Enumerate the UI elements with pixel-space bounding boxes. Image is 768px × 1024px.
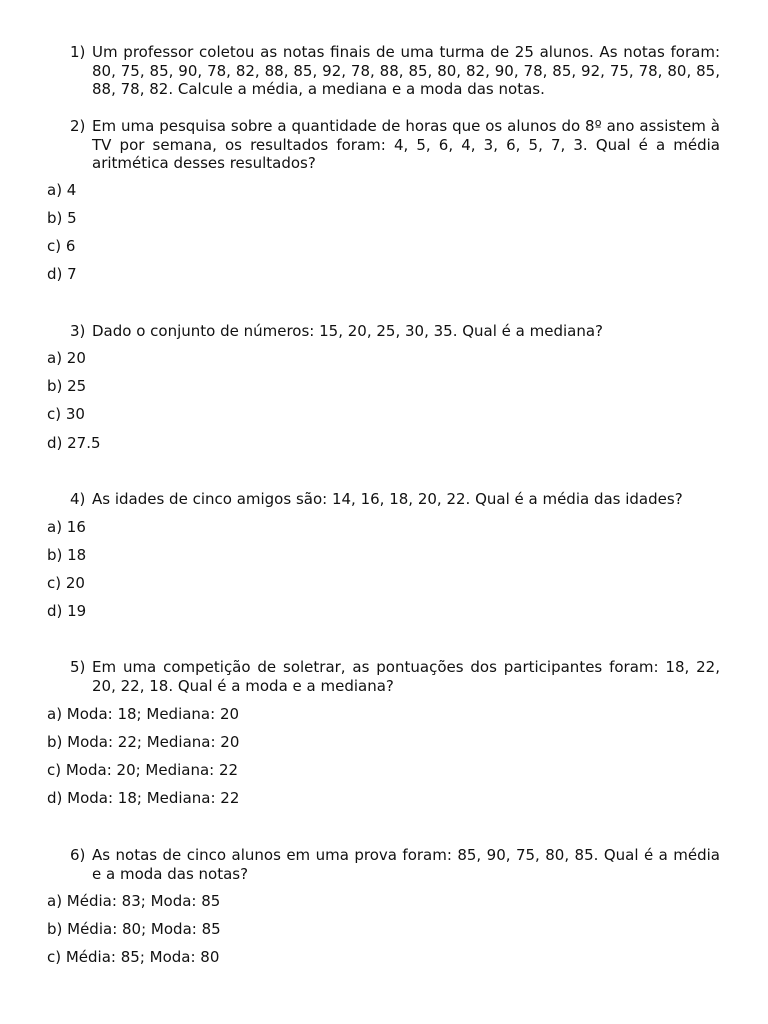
question-2 (70, 117, 720, 173)
question-6 (70, 846, 720, 883)
option-a: a) Moda: 18; Mediana: 20 (47, 705, 240, 723)
option-d: d) 19 (47, 602, 87, 620)
question-5 (70, 658, 720, 695)
option-b: b) Média: 80; Moda: 85 (47, 920, 221, 938)
option-b: b) 18 (47, 546, 87, 564)
option-c: c) 30 (47, 405, 85, 423)
option-a: a) 16 (47, 518, 86, 536)
option-a: a) 4 (47, 181, 77, 199)
question-text: As notas de cinco alunos em uma prova foram: 85, 90, 75, 80, 85. Qual é a média e a moda das notas? (92, 846, 720, 883)
option-d: d) 27.5 (47, 434, 101, 452)
option-c: c) Moda: 20; Mediana: 22 (47, 761, 239, 779)
question-number: 5) (70, 658, 86, 676)
option-b: b) 25 (47, 377, 87, 395)
question-number: 6) (70, 846, 86, 864)
option-b: b) 5 (47, 209, 77, 227)
option-b: b) Moda: 22; Mediana: 20 (47, 733, 240, 751)
question-text: Dado o conjunto de números: 15, 20, 25, 30, 35. Qual é a mediana? (92, 322, 604, 340)
option-a: a) 20 (47, 349, 86, 367)
option-d: d) Moda: 18; Mediana: 22 (47, 789, 240, 807)
question-4 (70, 490, 720, 509)
question-number: 4) (70, 490, 86, 508)
question-number: 2) (70, 117, 86, 135)
question-text: As idades de cinco amigos são: 14, 16, 18, 20, 22. Qual é a média das idades? (92, 490, 683, 508)
question-1 (70, 43, 720, 99)
option-c: c) Média: 85; Moda: 80 (47, 948, 220, 966)
question-text: Em uma competição de soletrar, as pontuações dos participantes foram: 18, 22, 20, 22, 18. Qual é a moda e a mediana? (92, 658, 720, 695)
question-text: Em uma pesquisa sobre a quantidade de horas que os alunos do 8º ano assistem à TV por semana, os resultados foram: 4, 5, 6, 4, 3, 6, 5, 7, 3. Qual é a média aritmética desses resultados? (92, 117, 720, 172)
option-d: d) 7 (47, 265, 77, 283)
option-a: a) Média: 83; Moda: 85 (47, 892, 221, 910)
question-number: 3) (70, 322, 86, 340)
option-c: c) 6 (47, 237, 76, 255)
question-3 (70, 322, 720, 341)
option-c: c) 20 (47, 574, 85, 592)
question-text: Um professor coletou as notas finais de uma turma de 25 alunos. As notas foram: 80, 75, 85, 90, 78, 82, 88, 85, 92, 78, 88, 85, 80, 82, 90, 78, 85, 92, 75, 78, 80, 85, 88, 78, 82. Calcule a média, a mediana e a moda das notas. (92, 43, 720, 98)
question-number: 1) (70, 43, 86, 61)
